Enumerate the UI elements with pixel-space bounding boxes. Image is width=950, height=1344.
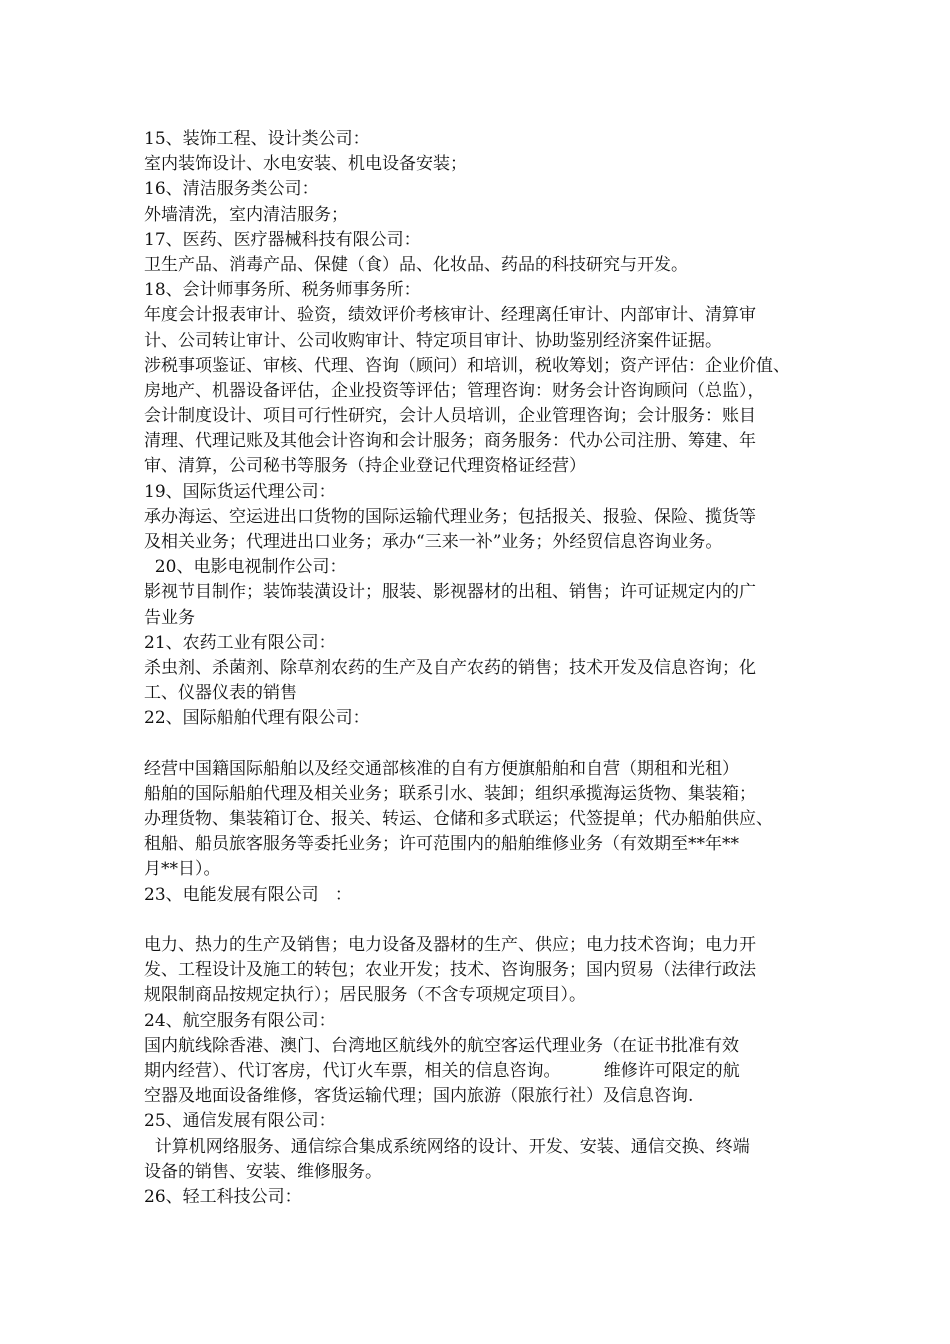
section-heading: 22、国际船舶代理有限公司：	[144, 708, 370, 729]
blank-line	[144, 732, 808, 757]
paragraph-line: 工、仪器仪表的销售	[144, 683, 297, 704]
section-heading: 17、医药、医疗器械科技有限公司：	[144, 229, 421, 250]
section-heading: 15、装饰工程、设计类公司：	[144, 129, 370, 149]
section-heading: 18、会计师事务所、税务师事务所：	[144, 280, 421, 301]
paragraph-line: 杀虫剂、杀菌剂、除草剂农药的生产及自产农药的销售；技术开发及信息咨询；化	[144, 657, 756, 678]
section-heading: 20、电影电视制作公司：	[144, 557, 347, 578]
section-heading: 16、清洁服务类公司：	[144, 179, 319, 200]
paragraph-line: 清理、代理记账及其他会计咨询和会计服务；商务服务：代办公司注册、筹建、年	[144, 431, 756, 452]
paragraph-line: 涉税事项鉴证、审核、代理、咨询（顾问）和培训，税收筹划；资产评估：企业价值、	[144, 355, 790, 376]
paragraph-line: 经营中国籍国际船舶以及经交通部核准的自有方便旗船舶和自营（期租和光租）	[144, 758, 739, 779]
document-body	[144, 127, 808, 1210]
paragraph-line: 房地产、机器设备评估，企业投资等评估；管理咨询：财务会计咨询顾问（总监），	[144, 380, 765, 401]
paragraph-line: 计算机网络服务、通信综合集成系统网络的设计、开发、安装、通信交换、终端	[144, 1136, 750, 1157]
paragraph-line: 承办海运、空运进出口货物的国际运输代理业务；包括报关、报验、保险、揽货等	[144, 506, 756, 527]
paragraph-line: 规限制商品按规定执行）；居民服务（不含专项规定项目）。	[144, 985, 586, 1006]
paragraph-line: 发、工程设计及施工的转包；农业开发；技术、咨询服务；国内贸易（法律行政法	[144, 960, 756, 981]
paragraph-line: 及相关业务；代理进出口业务；承办“三来一补”业务；外经贸信息咨询业务。	[144, 532, 723, 552]
paragraph-line: 会计制度设计、项目可行性研究，会计人员培训，企业管理咨询；会计服务：账目	[144, 406, 756, 427]
section-heading: 21、农药工业有限公司：	[144, 632, 336, 653]
paragraph-line: 告业务	[144, 607, 195, 628]
paragraph-line: 年度会计报表审计、验资，绩效评价考核审计、经理离任审计、内部审计、清算审	[144, 305, 756, 326]
paragraph-line: 审、清算，公司秘书等服务（持企业登记代理资格证经营）	[144, 456, 586, 477]
paragraph-line: 办理货物、集装箱订仓、报关、转运、仓储和多式联运；代签提单；代办船舶供应、	[144, 809, 773, 830]
paragraph-line: 影视节目制作；装饰装潢设计；服装、影视器材的出租、销售；许可证规定内的广	[144, 582, 756, 603]
section-heading: 24、航空服务有限公司：	[144, 1010, 336, 1031]
paragraph-line: 国内航线除香港、澳门、台湾地区航线外的航空客运代理业务（在证书批准有效	[144, 1035, 739, 1056]
paragraph-line: 卫生产品、消毒产品、保健（食）品、化妆品、药品的科技研究与开发。	[144, 254, 688, 275]
paragraph-line: 租船、船员旅客服务等委托业务；许可范围内的船舶维修业务（有效期至**年**	[144, 834, 739, 855]
paragraph-line: 室内装饰设计、水电安装、机电设备安装；	[144, 154, 467, 175]
paragraph-line: 计、公司转让审计、公司收购审计、特定项目审计、协助鉴别经济案件证据。	[144, 330, 722, 351]
section-heading: 23、电能发展有限公司 ：	[144, 884, 352, 905]
paragraph-line: 电力、热力的生产及销售；电力设备及器材的生产、供应；电力技术咨询；电力开	[144, 935, 756, 955]
section-heading: 26、轻工科技公司：	[144, 1186, 302, 1207]
paragraph-line: 空器及地面设备维修，客货运输代理；国内旅游（限旅行社）及信息咨询.	[144, 1086, 694, 1107]
paragraph-line: 设备的销售、安装、维修服务。	[144, 1161, 382, 1182]
blank-line	[144, 908, 808, 933]
section-heading: 25、通信发展有限公司：	[144, 1111, 336, 1132]
section-heading: 19、国际货运代理公司：	[144, 481, 336, 502]
paragraph-line: 船舶的国际船舶代理及相关业务；联系引水、装卸；组织承揽海运货物、集装箱；	[144, 783, 756, 804]
paragraph-line: 外墙清洗，室内清洁服务；	[144, 204, 348, 225]
paragraph-line: 月**日）。	[144, 859, 221, 880]
paragraph-line: 期内经营）、代订客房，代订火车票，相关的信息咨询。 维修许可限定的航	[144, 1060, 740, 1081]
